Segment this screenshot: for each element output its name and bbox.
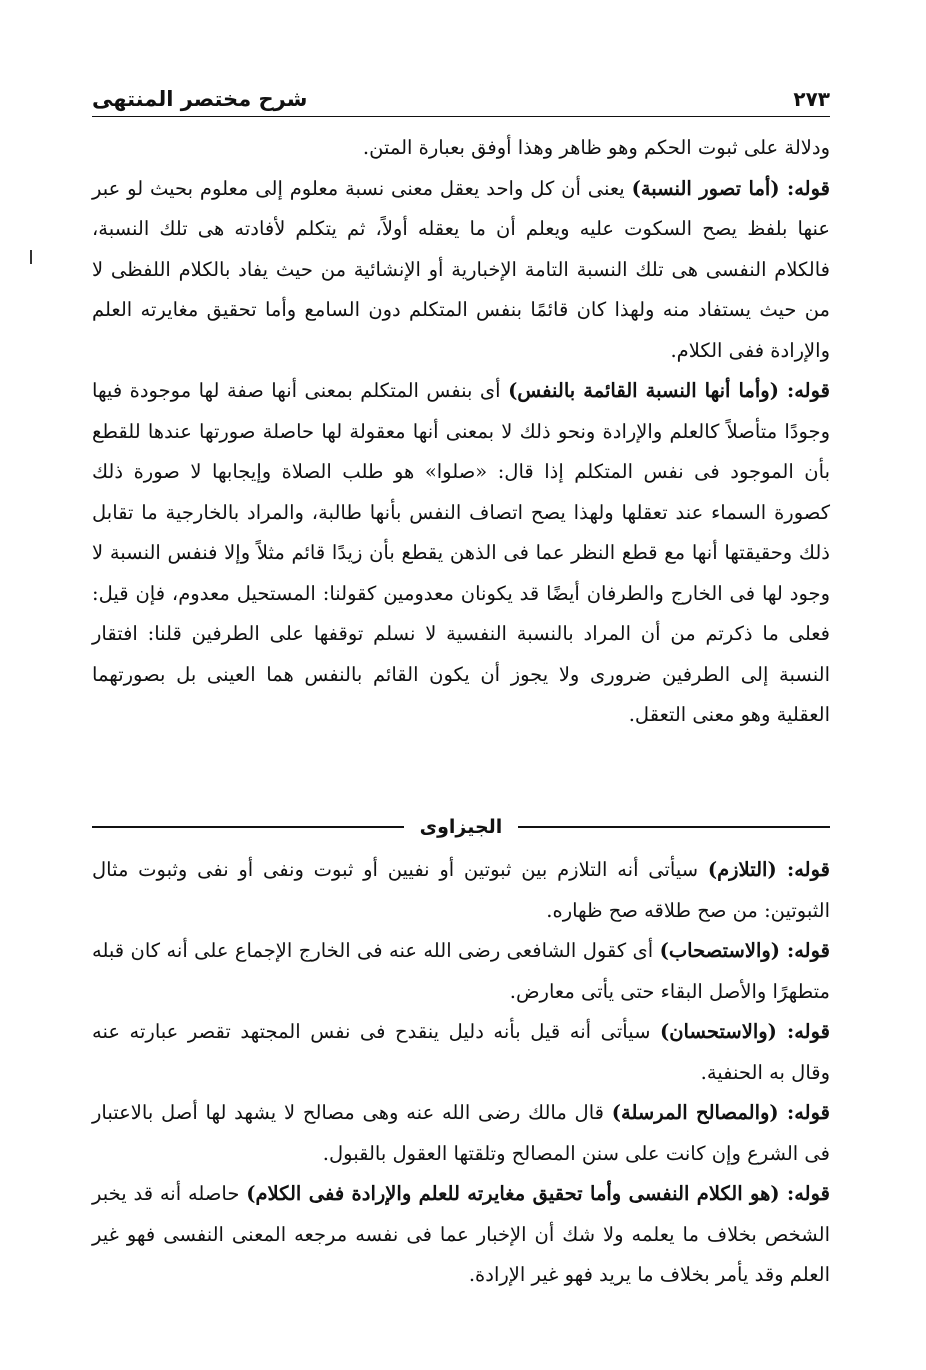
divider-label: الجيزاوى bbox=[419, 816, 503, 838]
paragraph bbox=[92, 1012, 830, 1093]
running-title: شرح مختصر المنتهى bbox=[92, 87, 308, 111]
paragraph bbox=[92, 1093, 830, 1174]
paragraph-text: سيأتى أنه التلازم بين ثبوتين أو نفيين أو ثبوت ونفى أو نفى وثبوت مثال الثبوتين: من صح طلاقه صح ظهاره. bbox=[92, 858, 830, 922]
divider-line bbox=[92, 826, 404, 828]
paragraph-lead: قوله: (والمصالح المرسلة) bbox=[611, 1101, 831, 1124]
paragraph-text: يعنى أن كل واحد يعقل معنى نسبة معلوم إلى معلوم بحيث لو عبر عنها بلفظ يصح السكوت عليه ويعلم أن ما يعقله أولاً، ثم يتكلم لأفادته هى تلك النسبة، فالكلام النفسى هى تلك النسبة التامة الإخبارية أو الإنشائية من حيث يفاد بالكلام اللفظى لا من حيث يستفاد منه ولهذا كان قائمًا بنفس المتكلم دون السامع وأما تحقيق مغايرته العلم والإرادة ففى الكلام. bbox=[92, 176, 830, 362]
paragraph: ودلالة على ثبوت الحكم وهو ظاهر وهذا أوفق بعبارة المتن. bbox=[362, 136, 830, 159]
paragraph-text: أى بنفس المتكلم بمعنى أنها صفة لها موجودة فيها وجودًا متأصلاً كالعلم والإرادة ونحو ذلك لا بمعنى أنها معقولة لها حاصلة صورتها عندها للقطع بأن الموجود فى نفس المتكلم إذا قال: «صلوا» هو طلب الصلاة وإيجابها لا صورة ذلك كصورة السماء عند تعقلها ولهذا يصح اتصاف النفس بأنها طالبة، والمراد بالخارجية ما تقابل ذلك وحقيقتها أنها مع قطع النظر عما فى الذهن يقطع بأن زيدًا قائم مثلاً وإلا فنفس النسبة لا وجود لها فى الخارج والطرفان أيضًا قد يكونان معدومين كقولنا: المستحيل معدوم، فإن قيل: فعلى ما ذكرتم من أن المراد بالنسبة النفسية لا نسلم توقفها على الطرفين قلنا: افتقار النسبة إلى الطرفين ضرورى ولا يجوز أن يكون القائم بالنفس هما العينى بل بصورتهما العقلية وهو معنى التعقل. bbox=[92, 379, 830, 726]
paragraph bbox=[92, 1174, 830, 1296]
divider-line bbox=[518, 826, 830, 828]
paragraph-text: سيأتى أنه قيل بأنه دليل ينقدح فى نفس المجتهد تقصر عبارته عنه وقال به الحنفية. bbox=[92, 1020, 830, 1084]
paragraph-lead: قوله: (هو الكلام النفسى وأما تحقيق مغايرته للعلم والإرادة ففى الكلام) bbox=[246, 1182, 831, 1205]
paragraph bbox=[92, 169, 830, 372]
jizawi-section bbox=[92, 850, 830, 1296]
section-divider bbox=[92, 812, 830, 842]
paragraph-text: قال مالك رضى الله عنه وهى مصالح لا يشهد لها أصل بالاعتبار فى الشرع وإن كانت على سنن المصالح وتلقتها العقول بالقبول. bbox=[92, 1101, 830, 1165]
paragraph-lead: قوله: (التلازم) bbox=[707, 858, 830, 881]
paragraph bbox=[92, 371, 830, 736]
commentary-section bbox=[92, 128, 830, 736]
paragraph-lead: قوله: (أما تصور النسبة) bbox=[631, 176, 831, 200]
paragraph-text: حاصله أنه قد يخبر الشخص بخلاف ما يعلمه ولا شك أن الإخبار عما فى نفسه مرجعه المعنى النفسى فهو غير العلم وقد يأمر بخلاف ما يريد فهو غير الإرادة. bbox=[92, 1182, 830, 1286]
paragraph-lead: قوله: (والاستصحاب) bbox=[659, 939, 830, 962]
paragraph-text: أى كقول الشافعى رضى الله عنه فى الخارج الإجماع على أنه كان قبله متطهرًا والأصل البقاء حتى يأتى معارض. bbox=[92, 939, 830, 1003]
page-header bbox=[92, 82, 830, 117]
paragraph-lead: قوله: (والاستحسان) bbox=[660, 1020, 831, 1043]
paragraph bbox=[92, 931, 830, 1012]
page-number: ٢٧٣ bbox=[793, 87, 830, 111]
paragraph bbox=[92, 850, 830, 931]
margin-mark bbox=[30, 250, 32, 264]
paragraph-lead: قوله: (وأما أنها النسبة القائمة بالنفس) bbox=[508, 379, 830, 402]
